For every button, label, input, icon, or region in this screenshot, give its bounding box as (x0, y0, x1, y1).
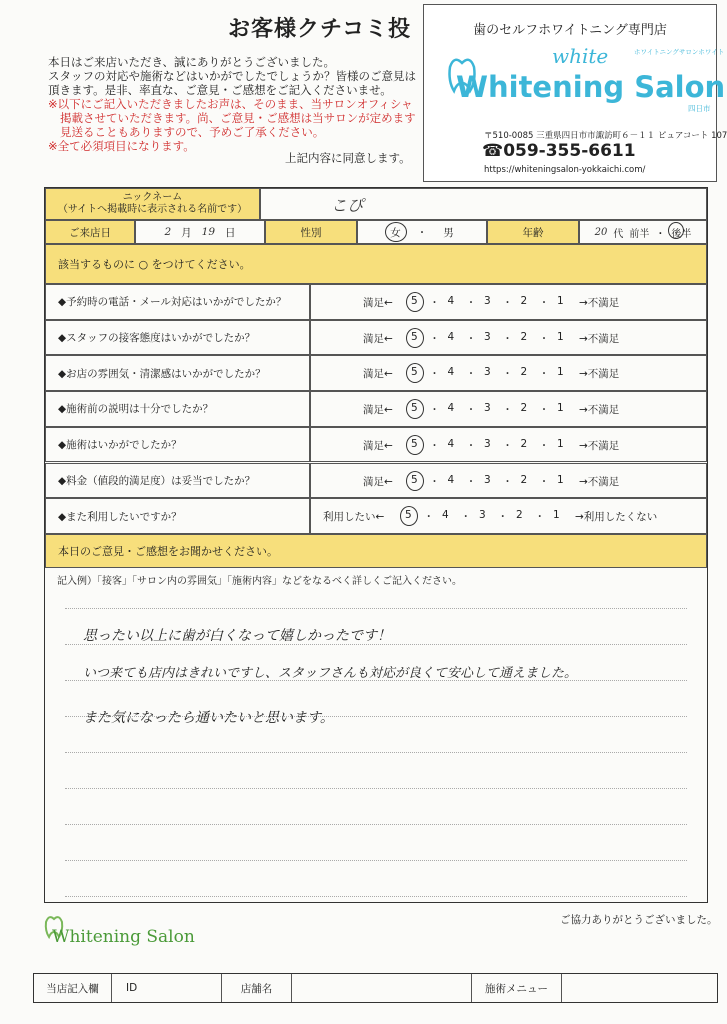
menu-label: 施術メニュー (472, 974, 562, 1002)
ruled-line (65, 860, 687, 861)
scale-separator: ・ (423, 511, 434, 524)
answer-circle-mark (406, 363, 424, 383)
gender-field[interactable] (357, 220, 487, 244)
scale-right-label: →不満足 (579, 404, 620, 417)
scale-separator: ・ (465, 297, 477, 309)
scale-number[interactable]: 2 (520, 402, 528, 415)
scale-number[interactable]: 2 (520, 437, 528, 450)
scale-separator: ・ (502, 439, 513, 452)
scale-separator: ・ (460, 511, 471, 524)
salon-phone: 059-355-6611 (503, 141, 636, 161)
scale-number[interactable]: 2 (520, 366, 528, 379)
scale-separator: ・ (465, 475, 477, 488)
visit-date-field[interactable] (135, 220, 265, 244)
menu-field[interactable] (562, 974, 717, 1002)
ruled-line (65, 608, 687, 609)
scale-separator: ・ (502, 332, 513, 345)
scale-number[interactable]: 4 (447, 366, 455, 379)
question-text: ◆スタッフの接客態度はいかがでしたか？ (45, 320, 310, 356)
intro-line-1: 本日はご来店いただき、誠にありがとうございました。 (48, 55, 336, 69)
scale-number[interactable]: 3 (484, 295, 491, 307)
scale-left-label: 満足← (363, 475, 393, 488)
scale-number[interactable]: 4 (447, 295, 455, 307)
age-field[interactable] (579, 220, 707, 244)
form-title: お客様クチコミ投 (228, 17, 412, 42)
rating-scale[interactable] (310, 427, 707, 463)
salon-url[interactable]: https://whiteningsalon-yokkaichi.com/ (484, 165, 646, 175)
salon-card (423, 4, 727, 182)
scale-number[interactable]: 5 (411, 473, 418, 486)
intro-line-3: 頂きます。是非、率直な、ご意見・ご感想をご記入くださいませ。 (48, 83, 392, 97)
feedback-example: 記入例）「接客」「サロン内の雰囲気」「施術内容」などをなるべく詳しくご記入ください。 (57, 576, 462, 587)
scale-left-label: 満足← (363, 368, 393, 381)
scale-number[interactable]: 2 (520, 330, 528, 343)
scale-number[interactable]: 4 (447, 330, 455, 343)
scale-separator: ・ (502, 297, 513, 309)
scale-number[interactable]: 5 (405, 509, 412, 522)
ruled-line (65, 752, 687, 753)
scale-number[interactable]: 5 (411, 437, 418, 450)
logo-city: 四日市 (688, 104, 711, 113)
age-value: 20 (594, 226, 608, 238)
intro-line-2: スタッフの対応や施術などはいかがでしたでしょうか？皆様のご意見は (48, 69, 416, 83)
question-text: ◆施術はいかがでしたか？ (45, 427, 310, 463)
salon-phone-row (482, 141, 636, 161)
scale-number[interactable]: 1 (557, 295, 564, 307)
comment-line-2: いつ来ても店内はきれいですし、スタッフさんも対応が良くて安心して通えました。 (83, 666, 578, 681)
scale-number[interactable]: 3 (479, 509, 486, 522)
scale-number[interactable]: 4 (447, 402, 455, 415)
age-early: 前半 (629, 228, 650, 240)
gender-male: 男 (443, 226, 454, 239)
gender-female: 女 (390, 225, 401, 240)
footer-logo (44, 912, 214, 948)
scale-separator: ・ (534, 511, 545, 524)
age-unit: 代 (613, 228, 624, 240)
nickname-field[interactable]: こぴ (260, 188, 707, 220)
scale-number[interactable]: 1 (557, 437, 564, 450)
scale-number[interactable]: 4 (442, 509, 449, 522)
scale-number[interactable]: 5 (411, 330, 418, 343)
logo-kana: ホワイトニングサロンホワイト (634, 48, 725, 56)
scale-separator: ・ (538, 439, 550, 452)
day-unit: 日 (225, 226, 236, 239)
scale-separator: ・ (429, 404, 440, 417)
comment-line-1: 思ったい以上に歯が白くなって嬉しかったです！ (83, 628, 391, 644)
scale-number[interactable]: 5 (411, 402, 418, 415)
scale-separator: ・ (429, 439, 440, 452)
scale-number[interactable]: 1 (557, 473, 564, 486)
scale-number[interactable]: 3 (484, 366, 491, 379)
nickname-sub: （サイトへ掲載時に表示される名前です） (57, 204, 248, 215)
comment-line-3: また気になったら通いたいと思います。 (83, 710, 334, 726)
ruled-line (65, 824, 687, 825)
scale-number[interactable]: 2 (520, 295, 528, 307)
footer-logo-text: Whitening Salon (52, 927, 195, 947)
office-use-box (33, 973, 718, 1003)
scale-number[interactable]: 5 (411, 295, 418, 307)
question-text: ◆施術前の説明は十分でしたか？ (45, 391, 310, 427)
scale-number[interactable]: 5 (411, 366, 418, 379)
answer-circle-mark (406, 471, 424, 491)
scale-separator: ・ (538, 404, 550, 417)
scale-number[interactable]: 2 (516, 509, 523, 522)
scale-left-label: 満足← (363, 439, 393, 452)
scale-separator: ・ (465, 332, 477, 345)
visit-label: ご来店日 (45, 220, 135, 244)
scale-separator: ・ (429, 332, 440, 345)
scale-right-label: →利用したくない (575, 511, 658, 524)
survey-form (44, 187, 708, 903)
question-text: ◆予約時の電話・メール対応はいかがでしたか？ (45, 284, 310, 320)
answer-circle-mark (406, 435, 424, 455)
notice-line-4: ※全て必須項目になります。 (48, 139, 195, 153)
scale-number[interactable]: 4 (447, 473, 455, 486)
scale-right-label: →不満足 (579, 439, 620, 452)
scale-right-label: →不満足 (579, 475, 620, 488)
answer-circle-mark (406, 399, 424, 419)
scale-number[interactable]: 1 (553, 509, 560, 522)
scale-left-label: 利用したい← (323, 511, 385, 524)
gender-label: 性別 (265, 220, 357, 244)
answer-circle-mark (406, 292, 424, 312)
question-text: ◆また利用したいですか？ (45, 498, 310, 534)
scale-separator: ・ (502, 404, 513, 417)
notice-line-1: ※以下にご記入いただきましたお声は、そのまま、当サロンオフィシャ (48, 97, 413, 111)
scale-left-label: 満足← (363, 332, 393, 345)
scale-left-label: 満足← (363, 297, 393, 309)
answer-circle-mark (400, 506, 418, 526)
scale-separator: ・ (465, 439, 477, 452)
notice-line-3: 見送ることもありますので、予めご了承ください。 (60, 125, 325, 139)
notice-line-2: 掲載させていただきます。尚、ご意見・ご感想は当サロンが定めます (60, 111, 416, 125)
gender-circle-mark (385, 222, 407, 242)
salon-tagline: 歯のセルフホワイトニング専門店 (473, 23, 667, 38)
scale-number[interactable]: 3 (484, 330, 491, 343)
scale-separator: ・ (465, 404, 477, 417)
ruled-line (65, 788, 687, 789)
rating-scale[interactable] (310, 498, 707, 534)
scale-separator: ・ (429, 297, 440, 309)
scale-number[interactable]: 3 (484, 402, 491, 415)
instruction: 該当するものに ○ をつけてください。 (45, 244, 707, 284)
age-label: 年齢 (487, 220, 579, 244)
store-field[interactable] (292, 974, 472, 1002)
age-circle-mark (668, 222, 684, 239)
scale-right-label: →不満足 (579, 297, 620, 309)
scale-separator: ・ (502, 475, 513, 488)
scale-separator: ・ (429, 475, 440, 488)
visit-day: 19 (201, 226, 216, 238)
scale-separator: ・ (538, 368, 550, 381)
phone-icon: ☎ (482, 141, 504, 161)
salon-logo (442, 44, 726, 115)
scale-right-label: →不満足 (579, 368, 620, 381)
scale-right-label: →不満足 (579, 332, 620, 345)
store-label: 店舗名 (222, 974, 292, 1002)
scale-number[interactable]: 3 (484, 437, 491, 450)
office-label: 当店記入欄 (34, 974, 112, 1002)
scale-number[interactable]: 1 (557, 366, 564, 379)
month-unit: 月 (181, 226, 192, 239)
logo-script-text: white (552, 44, 609, 68)
nickname-label-cell (45, 188, 260, 220)
scale-left-label: 満足← (363, 404, 393, 417)
feedback-heading: 本日のご意見・ご感想をお聞かせください。 (45, 534, 707, 568)
rating-scale[interactable] (310, 284, 707, 320)
scale-number[interactable]: 1 (557, 330, 564, 343)
rating-scale[interactable] (310, 391, 707, 427)
rating-scale[interactable] (310, 355, 707, 391)
agreement-text: 上記内容に同意します。 (285, 151, 411, 165)
id-label: ID (112, 974, 222, 1002)
scale-number[interactable]: 3 (484, 473, 491, 486)
scale-number[interactable]: 1 (557, 402, 564, 415)
scale-number[interactable]: 2 (520, 473, 528, 486)
ruled-line (65, 896, 687, 897)
gender-dot: ・ (416, 226, 428, 239)
scale-separator: ・ (497, 511, 508, 524)
question-text: ◆料金（値段的満足度）は妥当でしたか？ (45, 463, 310, 499)
scale-separator: ・ (538, 475, 550, 488)
scale-separator: ・ (538, 297, 550, 309)
salon-address: 〒510-0085 三重県四日市市諏訪町６－１１ ピュアコート 107 (484, 131, 727, 141)
thanks-text: ご協力ありがとうございました。 (560, 914, 718, 926)
age-late: 後半 (671, 225, 691, 240)
answer-circle-mark (406, 328, 424, 348)
age-dot: ・ (655, 228, 666, 240)
scale-separator: ・ (538, 332, 550, 345)
question-text: ◆お店の雰囲気・清潔感はいかがでしたか？ (45, 355, 310, 391)
scale-number[interactable]: 4 (447, 437, 455, 450)
nickname-label: ニックネーム (122, 192, 183, 203)
scale-separator: ・ (465, 368, 477, 381)
visit-month: 2 (164, 226, 172, 238)
scale-separator: ・ (429, 368, 440, 381)
logo-main-text: Whitening Salon (456, 70, 726, 104)
rating-scale[interactable] (310, 463, 707, 499)
rating-scale[interactable] (310, 320, 707, 356)
scale-separator: ・ (502, 368, 513, 381)
